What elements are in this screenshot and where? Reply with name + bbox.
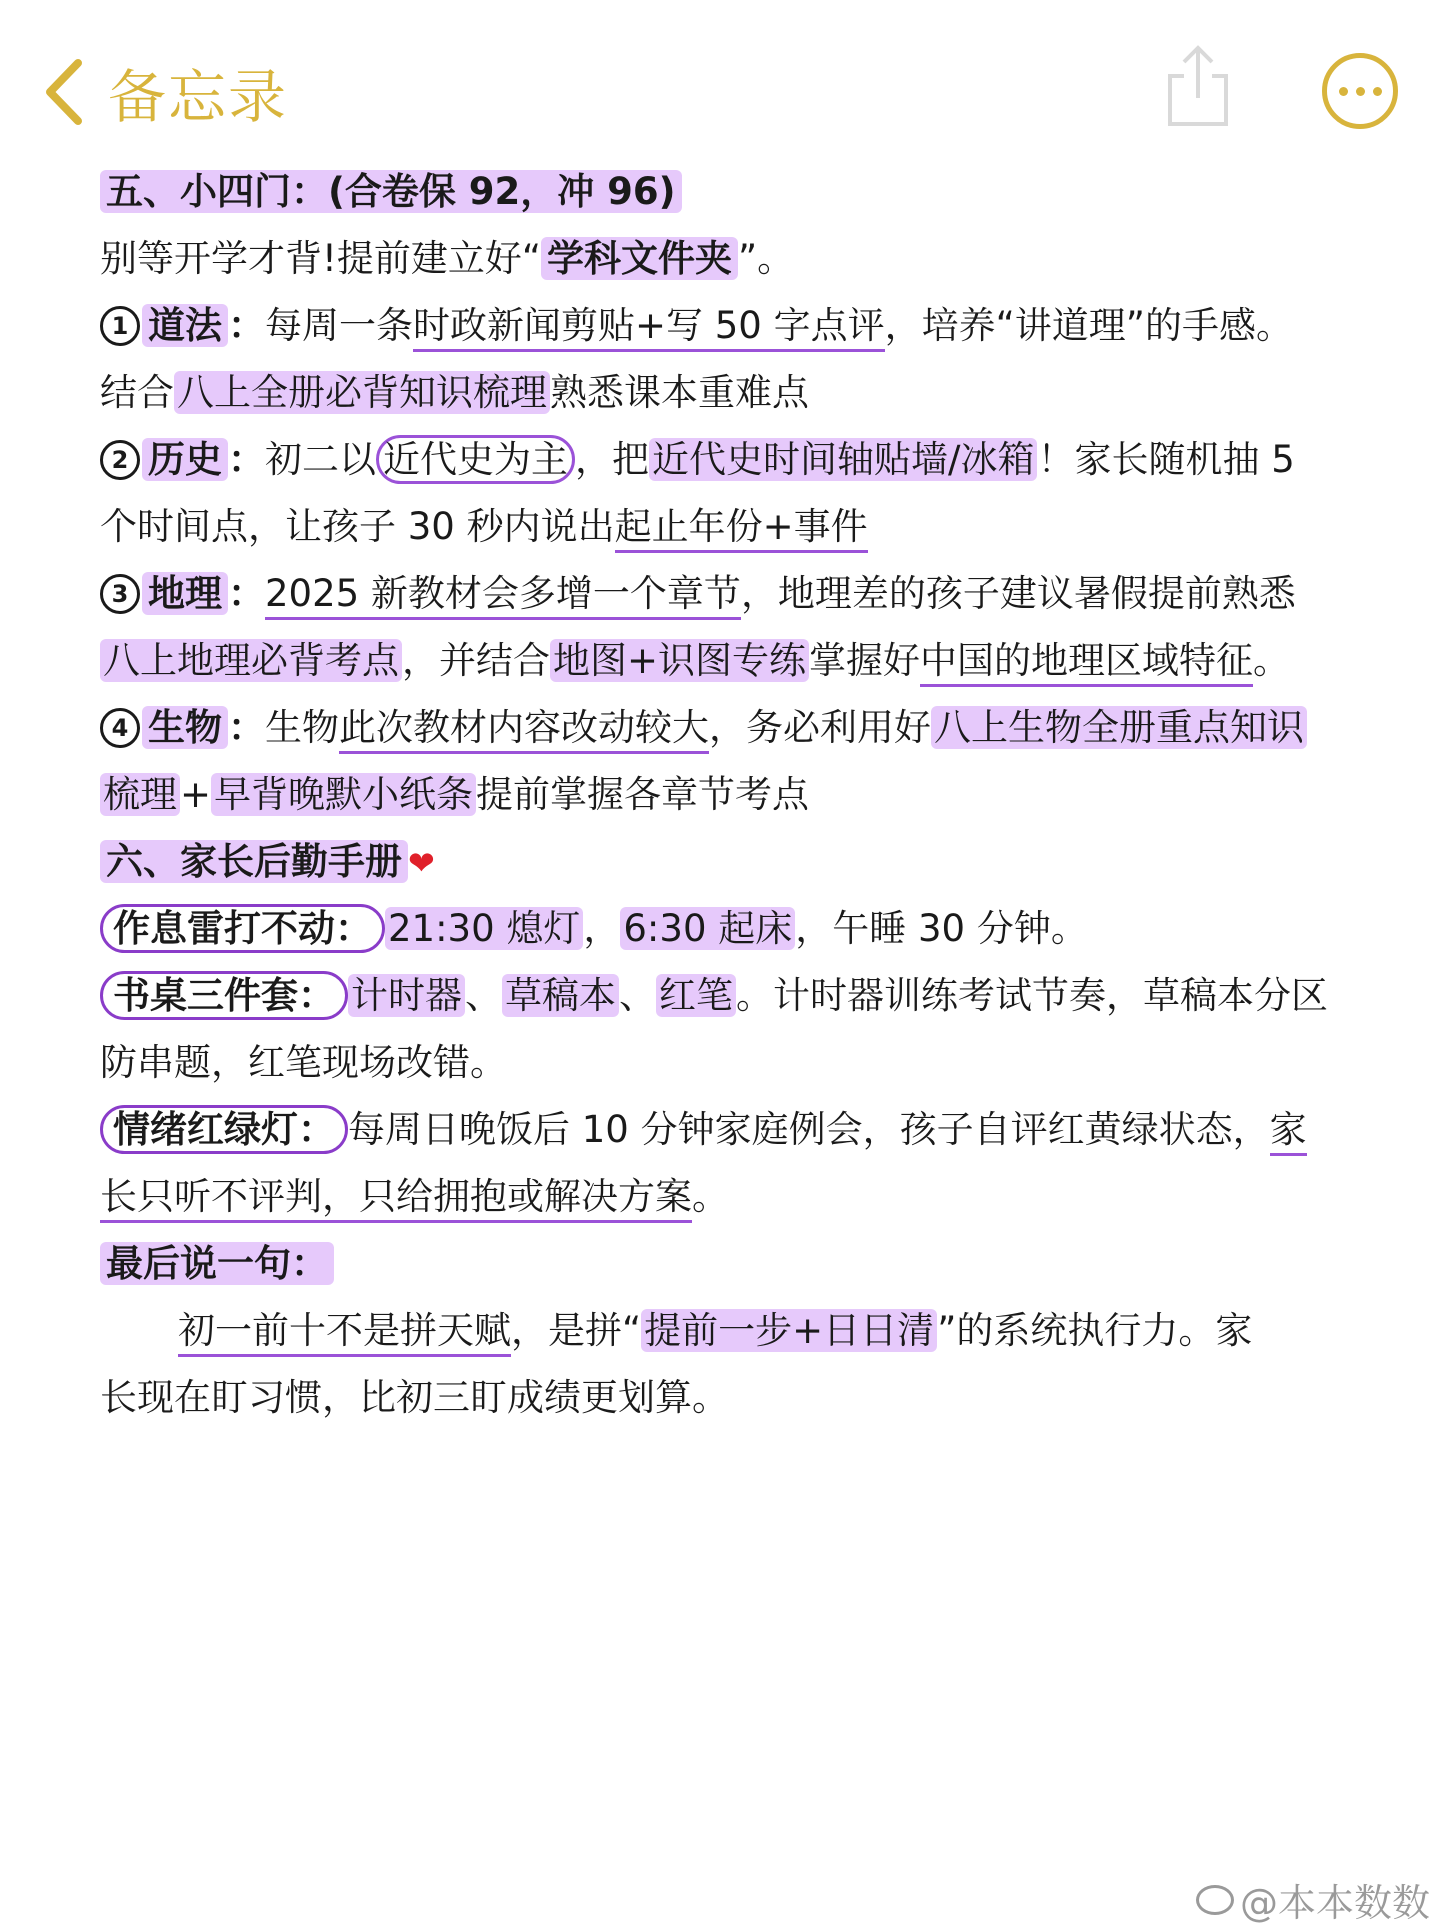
lishi-label: 历史 [142, 438, 228, 481]
intro-text: 别等开学才背!提前建立好“ [100, 237, 542, 280]
lishi-text-end: ！家长随机抽 5 [1037, 438, 1295, 481]
back-label: 备忘录 [108, 63, 289, 131]
shengwu-line2-text: 提前掌握各章节考点 [476, 773, 810, 816]
closing-heading-line [100, 1230, 1350, 1297]
schedule-highlight-1: 21:30 熄灯 [385, 907, 583, 950]
section6-heading-line [100, 828, 1350, 895]
desk-line2-text: 防串题，红笔现场改错。 [100, 1041, 507, 1084]
colon: ： [228, 706, 265, 749]
colon: ： [228, 572, 265, 615]
daofa-line2-end: 熟悉课本重难点 [550, 371, 809, 414]
lishi-text-mid: ，把 [575, 438, 649, 481]
daofa-text: 每周一条 [265, 304, 413, 347]
closing-line2-text: 长现在盯习惯，比初三盯成绩更划算。 [100, 1376, 729, 1419]
heart-icon: ❤ [408, 844, 435, 882]
shengwu-text: 生物 [265, 706, 339, 749]
desk-highlight-3: 红笔 [656, 974, 736, 1017]
closing-text-end: ”的系统执行力。家 [937, 1309, 1253, 1352]
shengwu-highlight-1: 梳理 [100, 773, 180, 816]
desk-line [100, 962, 1350, 1029]
shengwu-label: 生物 [142, 706, 228, 749]
desk-line2 [100, 1029, 1350, 1096]
intro-highlight: 学科文件夹 [541, 237, 738, 280]
more-icon [1339, 87, 1382, 96]
colon: ： [228, 438, 265, 481]
schedule-highlight-2: 6:30 起床 [620, 907, 795, 950]
section5-intro [100, 225, 1350, 292]
circled-number: 3 [100, 574, 140, 614]
closing-highlight: 提前一步+日日清 [641, 1309, 937, 1352]
shengwu-line2 [100, 761, 1350, 828]
dili-line2-mid: 掌握好 [809, 639, 921, 682]
daofa-line [100, 292, 1350, 359]
lishi-line2-underline: 起止年份+事件 [615, 505, 868, 553]
dili-text: ，地理差的孩子建议暑假提前熟悉 [740, 572, 1296, 615]
lishi-line [100, 426, 1350, 493]
daofa-label: 道法 [142, 304, 228, 347]
share-icon [1162, 44, 1234, 128]
daofa-line2-text: 结合 [100, 371, 174, 414]
dili-label: 地理 [142, 572, 228, 615]
emotion-label: 情绪红绿灯： [100, 1105, 348, 1154]
shengwu-highlight-2: 早背晚默小纸条 [211, 773, 476, 816]
shengwu-underline: 此次教材内容改动较大 [339, 706, 709, 754]
daofa-underline: 时政新闻剪贴+写 50 字点评 [413, 304, 885, 352]
separator: 、 [465, 974, 502, 1017]
dili-line [100, 560, 1350, 627]
dili-highlight-2: 地图+识图专练 [550, 639, 809, 682]
watermark-text: @本本数数 [1240, 1881, 1431, 1925]
shengwu-highlight: 八上生物全册重点知识 [931, 706, 1307, 749]
chevron-left-icon [42, 57, 86, 127]
dili-highlight-1: 八上地理必背考点 [100, 639, 402, 682]
more-button[interactable] [1322, 53, 1398, 129]
lishi-highlight: 近代史时间轴贴墙/冰箱 [649, 438, 1037, 481]
closing-text: ，是拼“ [511, 1309, 642, 1352]
closing-line2 [100, 1364, 1350, 1431]
dili-line2-end: 。 [1253, 639, 1291, 682]
section5-heading-line [100, 158, 1350, 225]
schedule-label: 作息雷打不动： [100, 904, 385, 953]
separator: ， [583, 907, 621, 950]
emotion-line [100, 1096, 1350, 1163]
daofa-text-end: ，培养“讲道理”的手感。 [884, 304, 1293, 347]
emotion-line2-underline: 长只听不评判，只给拥抱或解决方案 [100, 1175, 692, 1223]
back-button[interactable] [42, 52, 288, 132]
lishi-line2-text: 个时间点，让孩子 30 秒内说出 [100, 505, 615, 548]
section6-heading: 六、家长后勤手册 [100, 840, 408, 883]
schedule-text: ，午睡 30 分钟。 [795, 907, 1088, 950]
emotion-underline: 家 [1270, 1108, 1307, 1156]
emotion-line2-end: 。 [692, 1175, 729, 1218]
desk-label: 书桌三件套： [100, 971, 348, 1020]
emotion-text: 每周日晚饭后 10 分钟家庭例会，孩子自评红黄绿状态， [348, 1108, 1270, 1151]
weibo-icon [1196, 1885, 1234, 1915]
circled-number: 1 [100, 306, 140, 346]
shengwu-line [100, 694, 1350, 761]
colon: ： [228, 304, 265, 347]
lishi-text: 初二以 [265, 438, 376, 481]
schedule-line [100, 895, 1350, 962]
navigation-bar [0, 0, 1440, 175]
closing-heading: 最后说一句： [100, 1242, 334, 1285]
daofa-line2-highlight: 八上全册必背知识梳理 [174, 371, 550, 414]
dili-underline: 2025 新教材会多增一个章节 [265, 572, 741, 620]
watermark [1196, 1872, 1430, 1927]
closing-underline: 初一前十不是拼天赋 [178, 1309, 511, 1357]
closing-line [100, 1297, 1350, 1364]
daofa-line2 [100, 359, 1350, 426]
lishi-circled: 近代史为主 [376, 435, 575, 484]
shengwu-text-mid: ，务必利用好 [709, 706, 931, 749]
desk-text: 。计时器训练考试节奏，草稿本分区 [736, 974, 1328, 1017]
circled-number: 2 [100, 440, 140, 480]
note-body[interactable] [100, 158, 1350, 1431]
shengwu-plus: + [180, 773, 212, 816]
section5-heading: 五、小四门：(合卷保 92，冲 96) [100, 170, 682, 213]
circled-number: 4 [100, 708, 140, 748]
lishi-line2 [100, 493, 1350, 560]
desk-highlight-1: 计时器 [348, 974, 465, 1017]
intro-text-end: ”。 [738, 237, 795, 280]
emotion-line2 [100, 1163, 1350, 1230]
dili-line2 [100, 627, 1350, 694]
separator: 、 [619, 974, 656, 1017]
dili-line2-underline: 中国的地理区域特征 [920, 639, 1253, 687]
desk-highlight-2: 草稿本 [502, 974, 619, 1017]
dili-line2-text: ，并结合 [402, 639, 550, 682]
share-button[interactable] [1162, 44, 1234, 128]
